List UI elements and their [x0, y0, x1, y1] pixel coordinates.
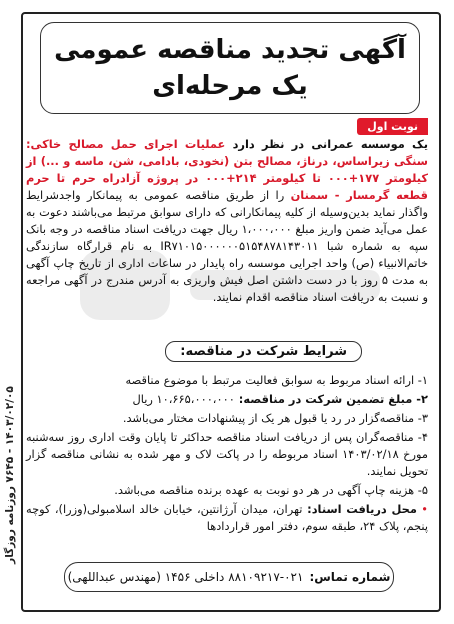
bullet-icon: •: [421, 502, 429, 516]
project-description: عملیات اجرای حمل مصالح خاکی: سنگی زیراساس، درناژ، مصالح بتن (نخودی، بادامی، شن، ماسه و ...) از کیلومتر ۱۷۷+۰۰۰ تا کیلومتر ۲۱۴+۰۰۰ در پروژه آزادراه حرم تا حرم قطعه گرمسار - سمنان: [26, 137, 428, 202]
intro-rest: را از طریق مناقصه عمومی به پیمانکار واجدشرایط واگذار نماید بدین‌وسیله از کلیه پیمانکارانی که دارای سوابق مرتبط می‌باشند دعوت به عمل می‌آید ضمن واریز مبلغ ۱،۰۰۰،۰۰۰ ریال جهت دریافت اسناد مناقصه در وجه بانک سپه به شماره شبا IR۷۱۰۱۵۰۰۰۰۰۰۵۱۵۴۸۷۸۱۴۳۰۱۱ به نام قرارگاه سازندگی خاتم‌الانبیاء (ص) واحد اجرایی موسسه راه پایدار در ساعات اداری از تاریخ چاپ آگهی به مدت ۵ روز با در دست داشتن اصل فیش واریزی به آدرس مندرج در آگهی مراجعه و نسبت به دریافت اسناد مناقصه اقدام نمایند.: [26, 188, 428, 304]
condition-item-5: ۵- هزینه چاپ آگهی در هر دو نوبت به عهده برنده مناقصه می‌باشد.: [114, 483, 428, 497]
address-item: [26, 501, 428, 535]
intro-paragraph: [26, 136, 428, 306]
condition-item-3: ۳- مناقصه‌گزار در رد یا قبول هر یک از پیشنهادات مختار می‌باشد.: [122, 411, 428, 425]
condition-item-1: ۱- ارائه اسناد مربوط به سوابق فعالیت مرتبط با موضوع مناقصه: [125, 373, 428, 387]
contact-label: شماره تماس:: [309, 570, 391, 584]
title-box: [40, 22, 420, 114]
intro-text: یک موسسه عمرانی در نظر دارد: [225, 137, 428, 151]
title-line-1: آگهی تجدید مناقصه عمومی: [54, 35, 406, 65]
conditions-title: شرایط شرکت در مناقصه:: [165, 341, 362, 362]
conditions-list: [26, 372, 428, 537]
section-tag: نوبت اول: [357, 118, 428, 135]
condition-item-2: [26, 391, 428, 408]
contact-value: ۸۸۱۰۹۲۱۷-۰۲۱ داخلی ۱۴۵۶ (مهندس عبداللهی): [67, 570, 304, 584]
guarantee-value: ۱۰،۶۶۵،۰۰۰،۰۰۰ ریال: [132, 392, 235, 406]
address-label: محل دریافت اسناد:: [302, 502, 417, 516]
condition-item-4: ۴- مناقصه‌گران پس از دریافت اسناد مناقصه حداکثر تا پایان وقت اداری روز سه‌شنبه مورخ ۱۴۰۳/۰۲/۱۸ اسناد مربوطه را در پاکت لاک و مهر شده به نشانی مناقصه گزار تحویل نمایند.: [26, 430, 428, 478]
title-line-2: یک مرحله‌ای: [152, 71, 308, 101]
newspaper-date-label: ۱۴۰۳/۰۲/۰۵ - ۷۶۴۵ روزنامه روزگار: [4, 386, 16, 564]
newspaper-sidebar: [0, 330, 20, 620]
guarantee-label: ۲- مبلغ تضمین شرکت در مناقصه:: [234, 392, 428, 406]
address-value: تهران، میدان آرژانتین، خیابان خالد اسلامبولی(وزرا)، کوچه پنجم، پلاک ۲۴، طبقه سوم، دفتر امور قراردادها: [26, 502, 428, 533]
contact-box: [64, 562, 394, 592]
